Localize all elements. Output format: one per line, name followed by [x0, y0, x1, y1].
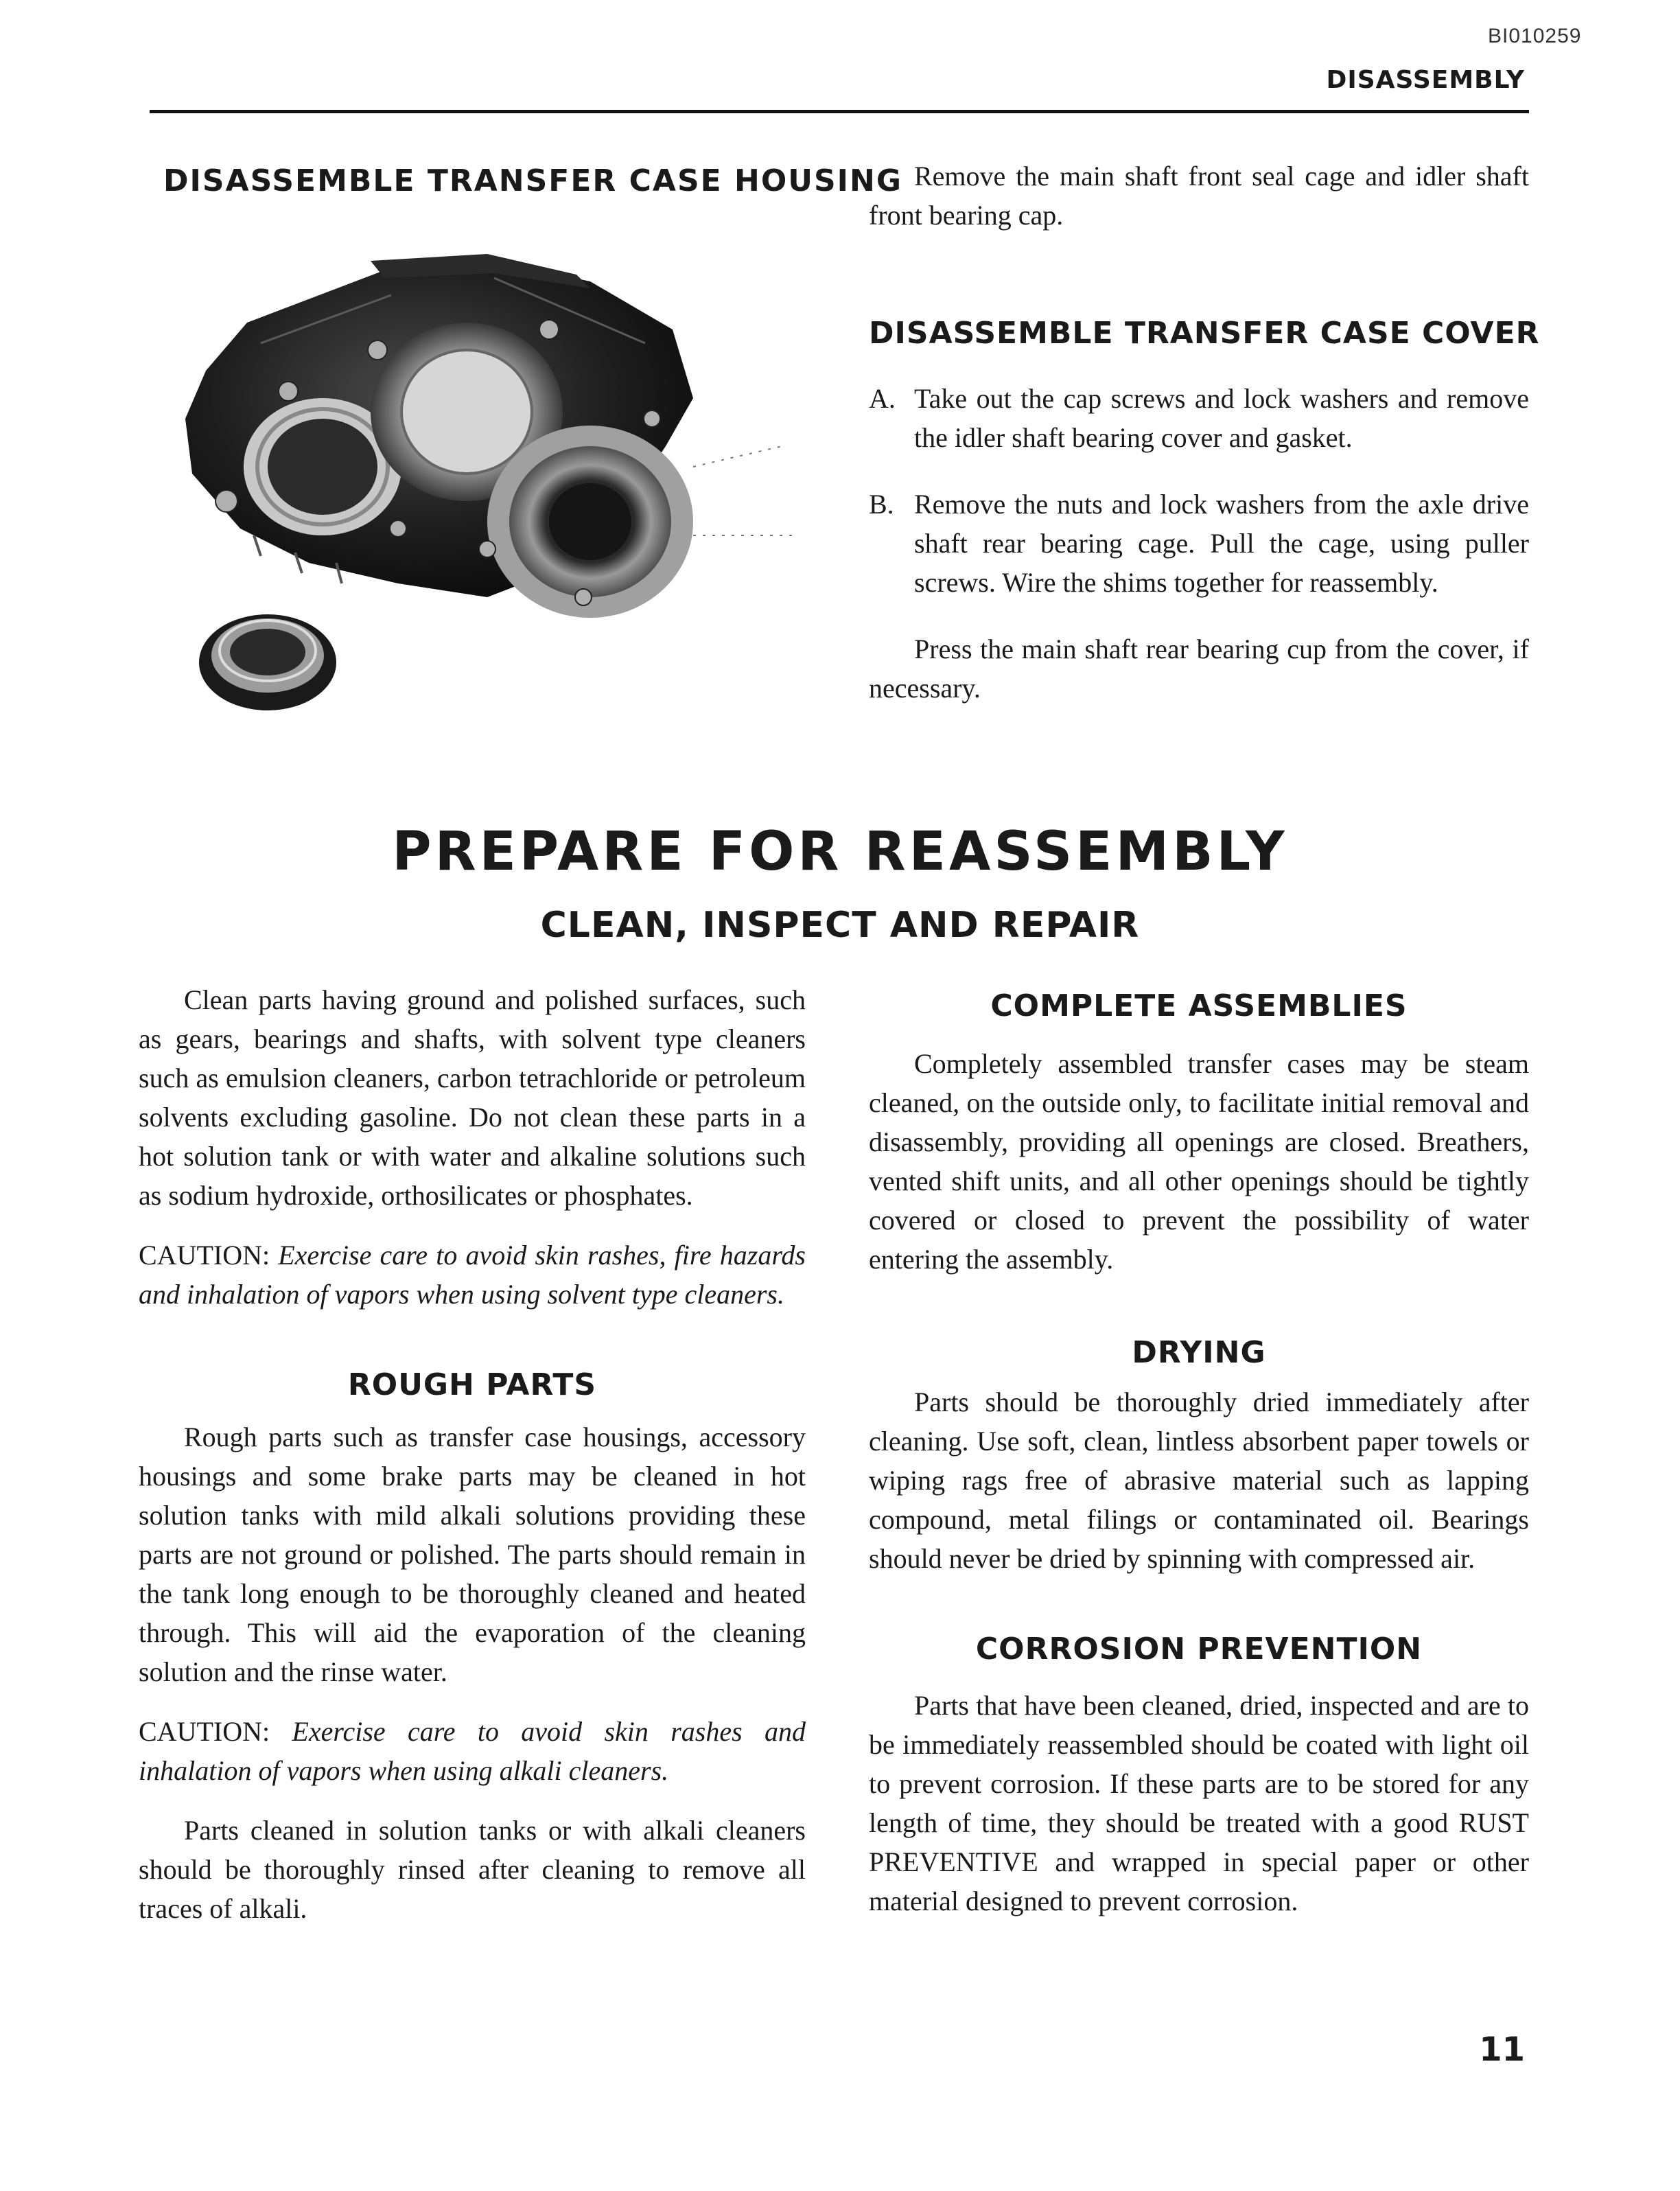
step-a-letter: A.	[869, 383, 896, 414]
top-right-column	[869, 156, 1529, 235]
rough-parts-heading: ROUGH PARTS	[347, 1367, 597, 1402]
corrosion-prevention-paragraph: Parts that have been cleaned, dried, inspected and are to be immediately reassembled should be coated with light oil to prevent corrosion. If these parts are to be stored for any length of time, they should be treated with a good RUST PREVENTIVE and wrapped in special paper or other material designed to prevent corrosion.	[869, 1690, 1529, 1916]
caution-2	[139, 1712, 806, 1790]
page-number: 11	[1479, 2030, 1525, 2069]
complete-assemblies-heading: COMPLETE ASSEMBLIES	[990, 988, 1408, 1023]
cover-heading: DISASSEMBLE TRANSFER CASE COVER	[869, 316, 1540, 351]
rinse-paragraph: Parts cleaned in solution tanks or with alkali cleaners should be thoroughly rinsed after cleaning to remove all traces of alkali.	[139, 1815, 806, 1924]
document-id: BI010259	[1488, 25, 1582, 47]
header-rule	[150, 110, 1529, 113]
caution-2-label: CAUTION:	[139, 1716, 270, 1747]
cover-steps	[869, 379, 1529, 708]
step-b-letter: B.	[869, 489, 894, 520]
right-column	[869, 988, 1529, 1921]
closing-paragraph: Press the main shaft rear bearing cup from the cover, if necessary.	[869, 634, 1529, 704]
section-title: PREPARE FOR REASSEMBLY	[392, 821, 1288, 883]
complete-assemblies-paragraph: Completely assembled transfer cases may be steam cleaned, on the outside only, to facilitate initial removal and disassembly, providing all openings are closed. Breathers, vented shift units, and all other openings should be tightly covered or closed to prevent the possibility of water entering the assembly.	[869, 1048, 1529, 1275]
caution-1	[139, 1236, 806, 1314]
section-subtitle: CLEAN, INSPECT AND REPAIR	[540, 905, 1140, 946]
rough-parts-paragraph: Rough parts such as transfer case housings, accessory housings and some brake parts may be cleaned in hot solution tanks with mild alkali solutions providing these parts are not ground or polished. The parts should remain in the tank long enough to be thoroughly cleaned and heated through. This will aid the evaporation of the cleaning solution and the rinse water.	[139, 1422, 806, 1687]
clean-paragraph: Clean parts having ground and polished surfaces, such as gears, bearings and shafts, with solvent type cleaners such as emulsion cleaners, carbon tetrachloride or petroleum solvents excluding gasoline. Do not clean these parts in a hot solution tank or with water and alkaline solutions such as sodium hydroxide, orthosilicates or phosphates.	[139, 984, 806, 1211]
intro-paragraph: Remove the main shaft front seal cage and idler shaft front bearing cap.	[869, 161, 1529, 231]
step-b-text: Remove the nuts and lock washers from the axle drive shaft rear bearing cage. Pull the cage, using puller screws. Wire the shims together for reassembly.	[914, 489, 1529, 598]
transfer-case-housing-photo	[165, 240, 810, 721]
step-a	[869, 379, 1529, 457]
housing-heading: DISASSEMBLE TRANSFER CASE HOUSING	[163, 163, 902, 198]
running-head: DISASSEMBLY	[1326, 66, 1525, 94]
drying-heading: DRYING	[1132, 1335, 1266, 1370]
caution-1-label: CAUTION:	[139, 1240, 270, 1271]
step-b	[869, 485, 1529, 602]
caution-2-text: Exercise care to avoid skin rashes and inhalation of vapors when using alkali cleaners.	[139, 1716, 806, 1786]
left-column	[139, 980, 806, 1928]
drying-paragraph: Parts should be thoroughly dried immediately after cleaning. Use soft, clean, lintless absorbent paper towels or wiping rags free of abrasive material such as lapping compound, metal filings or contaminated oil. Bearings should never be dried by spinning with compressed air.	[869, 1387, 1529, 1574]
caution-1-text: Exercise care to avoid skin rashes, fire hazards and inhalation of vapors when using solvent type cleaners.	[139, 1240, 806, 1310]
step-a-text: Take out the cap screws and lock washers and remove the idler shaft bearing cover and gasket.	[914, 383, 1529, 453]
corrosion-prevention-heading: CORROSION PREVENTION	[975, 1632, 1423, 1667]
